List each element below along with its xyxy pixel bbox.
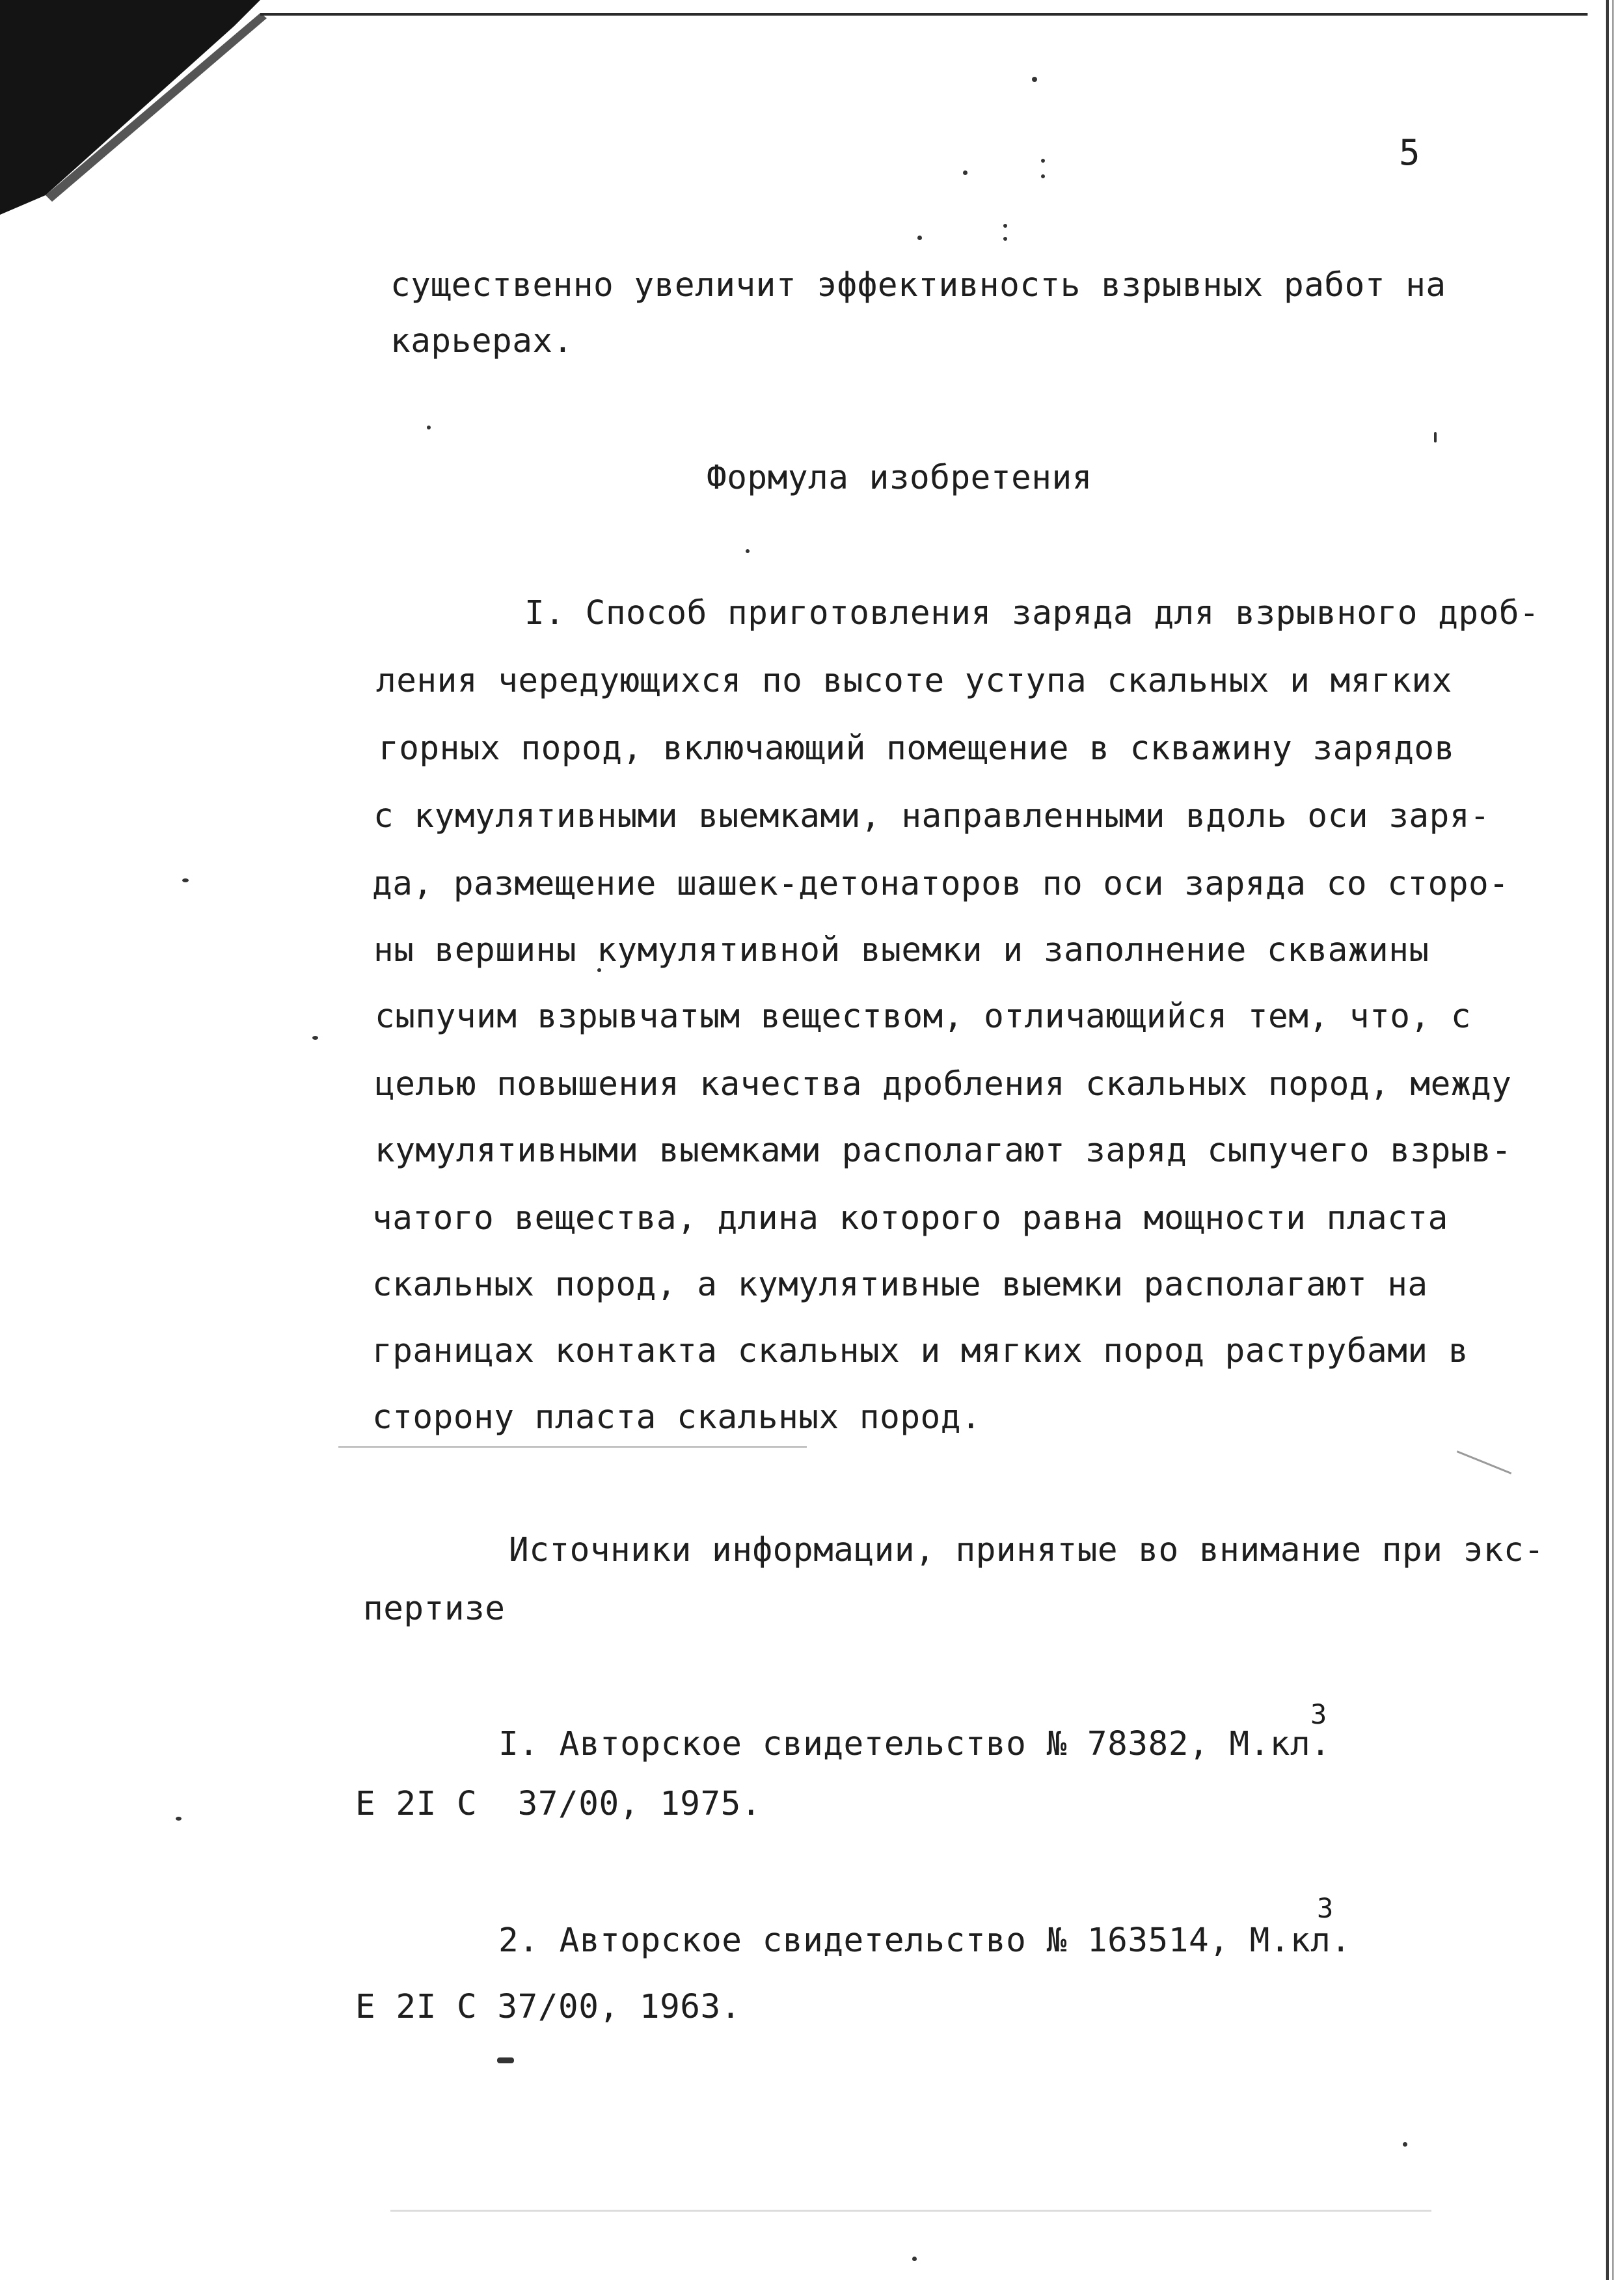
scan-dash-line — [390, 2210, 1431, 2212]
page-number: 5 — [1399, 132, 1421, 173]
scan-speck — [176, 1817, 182, 1821]
scan-speck — [182, 878, 189, 882]
scan-corner-shadow — [0, 0, 286, 234]
scan-speck — [1403, 2142, 1407, 2147]
reference-2-line-2: Е 2I С 37/00, 1963. — [355, 1988, 741, 2026]
claim-text-line: границах контакта скальных и мягких пород раструбами в — [372, 1332, 1469, 1370]
reference-1-line-1: I. Авторское свидетельство № 78382, М.кл. — [498, 1725, 1331, 1763]
claim-text-line: чатого вещества, длина которого равна мощности пласта — [372, 1199, 1448, 1238]
scan-speck — [1041, 159, 1045, 163]
scan-speck — [497, 2057, 514, 2063]
scan-speck — [963, 170, 968, 175]
body-text-line: карьерах. — [390, 322, 573, 360]
reference-1-superscript: 3 — [1310, 1698, 1327, 1730]
scan-speck — [917, 236, 922, 240]
reference-2-line-1: 2. Авторское свидетельство № 163514, М.кл. — [498, 1921, 1351, 1960]
claim-text-line: скальных пород, а кумулятивные выемки располагают на — [372, 1266, 1428, 1304]
claim-text-line: ления чередующихся по высоте уступа скальных и мягких — [376, 662, 1452, 700]
reference-2-superscript: 3 — [1317, 1892, 1334, 1924]
claim-text-line: да, размещение шашек-детонаторов по оси заряда со сторо- — [372, 865, 1509, 903]
scan-speck — [912, 2257, 917, 2261]
scan-speck — [1003, 224, 1007, 228]
scan-speck — [746, 549, 750, 553]
claim-text-line: I. Способ приготовления заряда для взрывного дроб- — [524, 594, 1540, 632]
scan-speck — [1041, 174, 1045, 178]
claim-text-line: ны вершины кумулятивной выемки и заполнение скважины — [373, 931, 1429, 970]
scan-dash-line — [1457, 1450, 1512, 1474]
scan-dash-line — [338, 1446, 807, 1448]
claim-text-line: кумулятивными выемками располагают заряд сыпучего взрыв- — [375, 1132, 1512, 1170]
scan-speck — [312, 1036, 318, 1040]
reference-1-line-2: Е 2I С 37/00, 1975. — [355, 1785, 762, 1823]
scan-top-edge — [260, 13, 1588, 16]
claim-text-line: сыпучим взрывчатым веществом, отличающийся тем, что, с — [375, 998, 1472, 1036]
sources-intro-line: Источники информации, принятые во внимание при экс- — [509, 1531, 1545, 1569]
scan-speck — [1003, 237, 1007, 241]
scan-right-edge — [1606, 0, 1609, 2280]
claim-text-line: целью повышения качества дробления скальных пород, между — [375, 1065, 1512, 1104]
scan-right-edge-shade — [1612, 0, 1614, 2280]
sources-intro-line: пертизе — [363, 1590, 506, 1628]
claim-text-line: с кумулятивными выемками, направленными вдоль оси заря- — [373, 797, 1491, 835]
scan-speck — [1434, 432, 1437, 442]
scan-speck — [427, 426, 431, 429]
claim-text-line: горных пород, включающий помещение в скважину зарядов — [379, 729, 1455, 768]
body-text-line: существенно увеличит эффективность взрывных работ на — [390, 266, 1446, 305]
claim-text-line: сторону пласта скальных пород. — [372, 1398, 982, 1437]
scan-speck — [1032, 77, 1037, 82]
claims-heading: Формула изобретения — [707, 459, 1092, 497]
